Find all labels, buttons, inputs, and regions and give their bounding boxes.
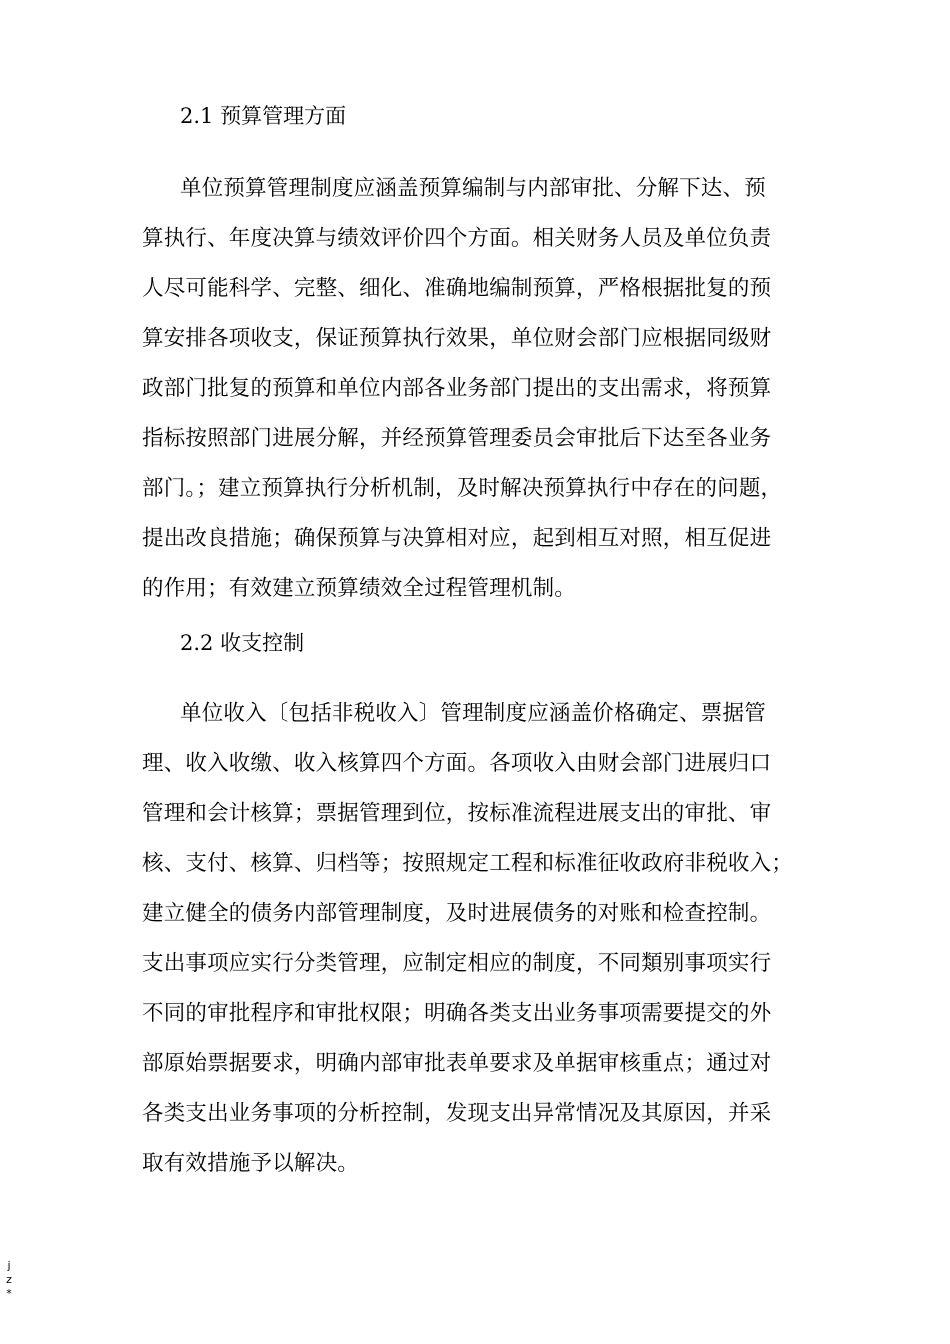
paragraph-line: 不同的审批程序和审批权限；明确各类支出业务事项需要提交的外 bbox=[142, 1001, 772, 1026]
paragraph-line: 单位收入〔包括非税收入〕管理制度应涵盖价格确定、票据管 bbox=[180, 701, 766, 726]
margin-mark-char: * bbox=[6, 1287, 12, 1300]
paragraph-line: 算执行、年度决算与绩效评价四个方面。相关财务人员及单位负责 bbox=[142, 226, 772, 251]
paragraph-line: 单位预算管理制度应涵盖预算编制与内部审批、分解下达、预 bbox=[180, 176, 766, 201]
paragraph-revenue-expense-control bbox=[142, 689, 832, 1189]
paragraph-budget-management bbox=[142, 164, 832, 614]
paragraph-line: 建立健全的债务内部管理制度，及时进展债务的对账和检查控制。 bbox=[142, 901, 772, 926]
paragraph-line: 部原始票据要求，明确内部审批表单要求及单据审核重点；通过对 bbox=[142, 1051, 772, 1076]
paragraph-line: 取有效措施予以解决。 bbox=[142, 1151, 360, 1176]
paragraph-line: 各类支出业务事项的分析控制，发现支出异常情况及其原因，并采 bbox=[142, 1101, 772, 1126]
paragraph-line: 支出事项应实行分类管理，应制定相应的制度，不同類别事项实行 bbox=[142, 951, 772, 976]
margin-mark-char: j bbox=[7, 1259, 11, 1272]
paragraph-line: 的作用；有效建立预算绩效全过程管理机制。 bbox=[142, 576, 577, 601]
paragraph-line: 部门。；建立预算执行分析机制，及时解决预算执行中存在的问题， bbox=[142, 476, 783, 501]
paragraph-line: 政部门批复的预算和单位内部各业务部门提出的支出需求，将预算 bbox=[142, 376, 772, 401]
paragraph-line: 管理和会计核算；票据管理到位，按标准流程进展支出的审批、审 bbox=[142, 801, 772, 826]
paragraph-line: 理、收入收缴、收入核算四个方面。各项收入由财会部门进展归口 bbox=[142, 751, 772, 776]
paragraph-line: 算安排各项收支，保证预算执行效果，单位财会部门应根据同级财 bbox=[142, 326, 772, 351]
paragraph-line: 人尽可能科学、完整、细化、准确地编制预算，严格根据批复的预 bbox=[142, 276, 772, 301]
section-heading-revenue-expense-control: 2.2 收支控制 bbox=[180, 631, 305, 655]
margin-watermark-mark bbox=[4, 1259, 14, 1301]
paragraph-line: 指标按照部门进展分解，并经预算管理委员会审批后下达至各业务 bbox=[142, 426, 772, 451]
paragraph-line: 提出改良措施；确保预算与决算相对应，起到相互对照，相互促进 bbox=[142, 526, 772, 551]
section-heading-budget-management: 2.1 预算管理方面 bbox=[180, 104, 347, 128]
paragraph-line: 核、支付、核算、归档等；按照规定工程和标准征收政府非税收入； bbox=[142, 851, 794, 876]
margin-mark-char: z bbox=[6, 1273, 12, 1286]
